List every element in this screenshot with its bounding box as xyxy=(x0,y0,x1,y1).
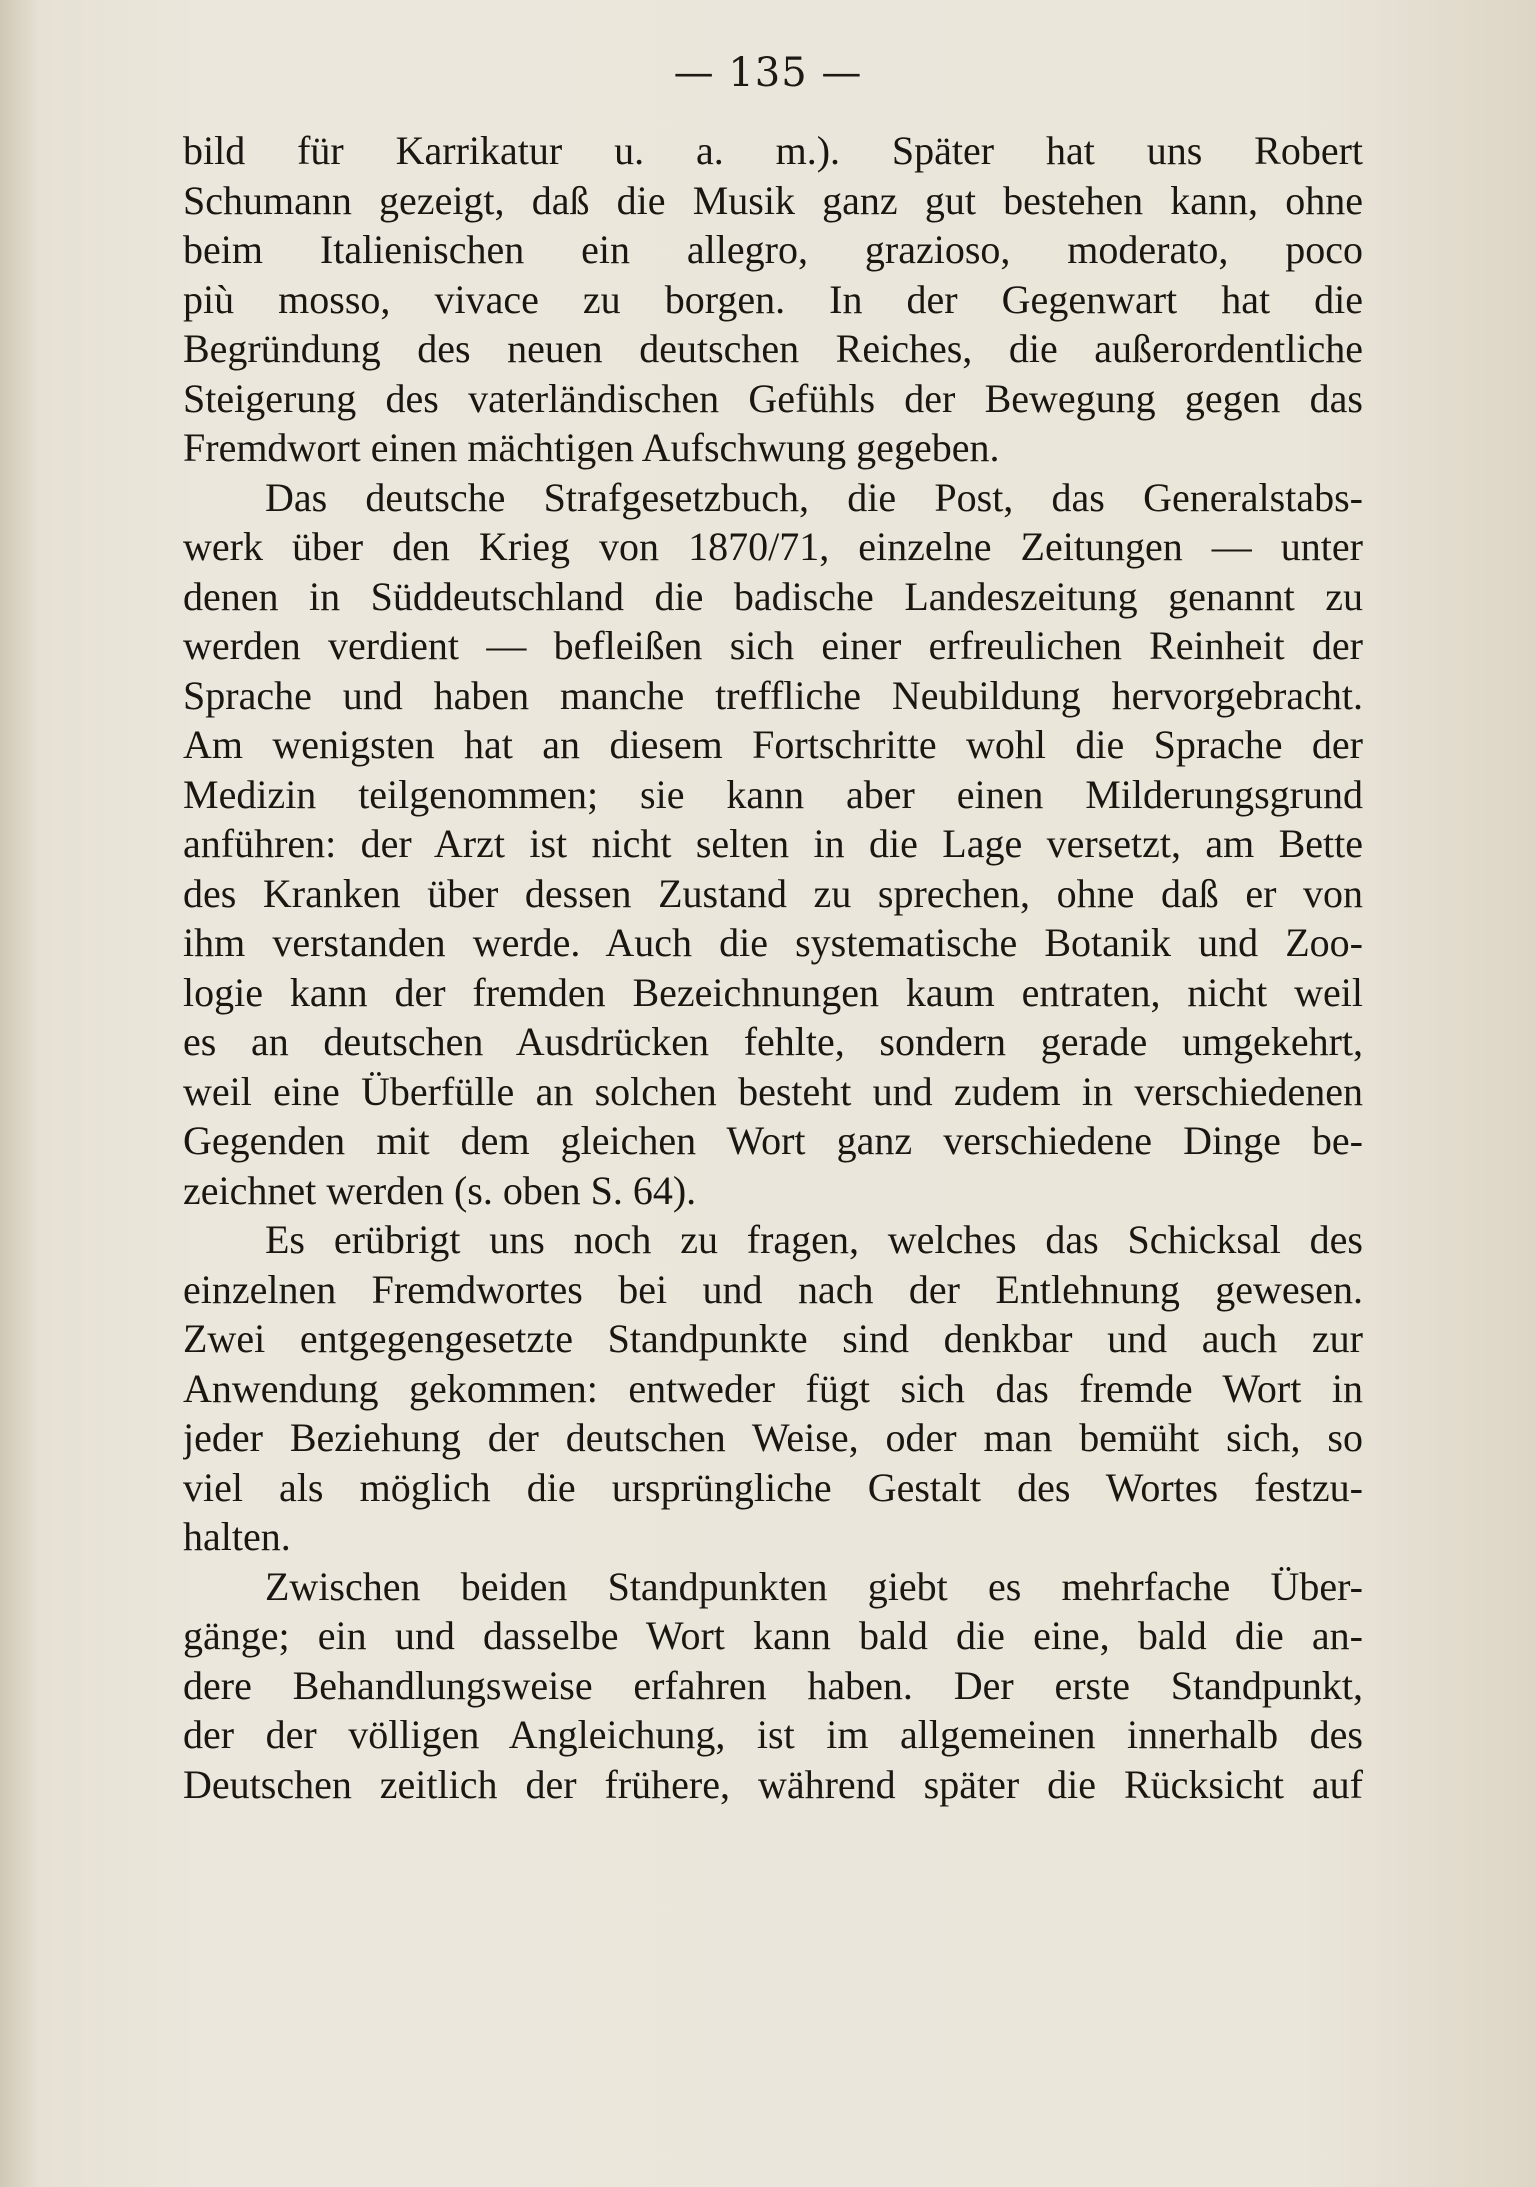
text-line: Steigerung des vaterländischen Gefühls der Bewegung gegen das xyxy=(183,375,1363,421)
text-line: Anwendung gekommen: entweder fügt sich das fremde Wort in xyxy=(183,1365,1363,1411)
text-line: Es erübrigt uns noch zu fragen, welches das Schicksal des xyxy=(265,1217,1363,1262)
text-line: zeichnet werden (s. oben S. 64). xyxy=(183,1167,697,1213)
text-line: logie kann der fremden Bezeichnungen kaum entraten, nicht weil xyxy=(183,969,1363,1015)
text-line: werden verdient — befleißen sich einer erfreulichen Reinheit der xyxy=(183,623,1363,668)
text-line: ihm verstanden werde. Auch die systematische Botanik und Zoo- xyxy=(183,920,1363,965)
text-line: più mosso, vivace zu borgen. In der Gegenwart hat die xyxy=(183,276,1363,322)
text-line: Schumann gezeigt, daß die Musik ganz gut bestehen kann, ohne xyxy=(183,177,1363,223)
text-line: Gegenden mit dem gleichen Wort ganz verschiedene Dinge be- xyxy=(183,1118,1363,1163)
text-line: Zwischen beiden Standpunkten giebt es mehrfache Über- xyxy=(265,1563,1363,1609)
text-line: bild für Karrikatur u. a. m.). Später hat uns Robert xyxy=(183,128,1363,173)
text-line: einzelnen Fremdwortes bei und nach der Entlehnung gewesen. xyxy=(183,1266,1363,1312)
text-line: der der völligen Angleichung, ist im allgemeinen innerhalb des xyxy=(183,1712,1363,1757)
text-line: Medizin teilgenommen; sie kann aber einen Milderungsgrund xyxy=(183,771,1363,817)
text-line: beim Italienischen ein allegro, grazioso, moderato, poco xyxy=(183,227,1363,272)
text-line: Zwei entgegengesetzte Standpunkte sind denkbar und auch zur xyxy=(183,1316,1363,1361)
text-line: dere Behandlungsweise erfahren haben. Der erste Standpunkt, xyxy=(183,1662,1363,1708)
text-line: des Kranken über dessen Zustand zu sprechen, ohne daß er von xyxy=(183,870,1363,916)
text-line: Fremdwort einen mächtigen Aufschwung gegeben. xyxy=(183,425,1000,470)
text-line: Sprache und haben manche treffliche Neubildung hervorgebracht. xyxy=(183,672,1363,718)
text-line: anführen: der Arzt ist nicht selten in die Lage versetzt, am Bette xyxy=(183,821,1363,866)
text-line: gänge; ein und dasselbe Wort kann bald die eine, bald die an- xyxy=(183,1613,1363,1658)
text-line: Deutschen zeitlich der frühere, während später die Rücksicht auf xyxy=(183,1761,1363,1807)
text-line: Begründung des neuen deutschen Reiches, die außerordentliche xyxy=(183,326,1363,371)
page-number: — 135 — xyxy=(673,50,863,96)
text-line: es an deutschen Ausdrücken fehlte, sondern gerade umgekehrt, xyxy=(183,1019,1363,1064)
body-text xyxy=(183,126,1363,1809)
text-line: werk über den Krieg von 1870/71, einzelne Zeitungen — unter xyxy=(183,524,1363,569)
text-line: denen in Süddeutschland die badische Landeszeitung genannt zu xyxy=(183,573,1363,619)
text-line: Das deutsche Strafgesetzbuch, die Post, das Generalstabs- xyxy=(265,474,1363,520)
text-line: viel als möglich die ursprüngliche Gestalt des Wortes festzu- xyxy=(183,1464,1363,1510)
text-line: halten. xyxy=(183,1514,291,1559)
text-line: Am wenigsten hat an diesem Fortschritte wohl die Sprache der xyxy=(183,722,1363,767)
text-line: jeder Beziehung der deutschen Weise, oder man bemüht sich, so xyxy=(183,1415,1363,1460)
text-line: weil eine Überfülle an solchen besteht und zudem in verschiedenen xyxy=(183,1068,1363,1114)
